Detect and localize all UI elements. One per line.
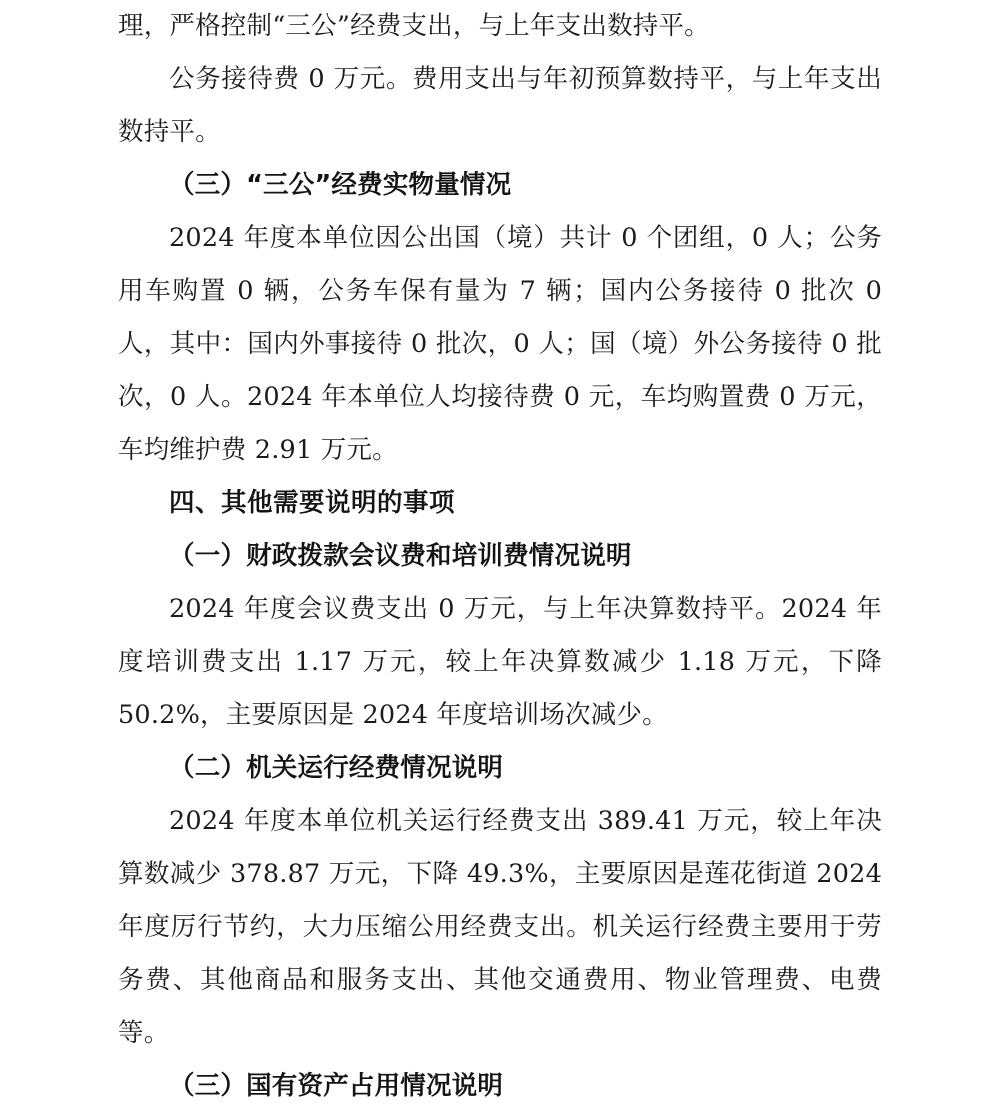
subheading-meeting-training-fee: （一）财政拨款会议费和培训费情况说明 [169, 541, 632, 571]
subheading-three-public-physical-quantity: （三）“三公”经费实物量情况 [169, 170, 512, 200]
heading-section-four: 四、其他需要说明的事项 [169, 488, 456, 518]
paragraph-physical-quantity-details: 2024 年度本单位因公出国（境）共计 0 个团组，0 人；公务用车购置 0 辆，公务车保有量为 7 辆；国内公务接待 0 批次 0 人，其中：国内外事接待 0 批次，0 人；国（境）外公务接待 0 批次，0 人。2024 年本单位人均接待费 0 元，车均购置费 0 万元，车均维护费 2.91 万元。 [118, 223, 882, 465]
subheading-agency-operating-expense: （二）机关运行经费情况说明 [169, 753, 504, 783]
paragraph-meeting-training-details: 2024 年度会议费支出 0 万元，与上年决算数持平。2024 年度培训费支出 1.17 万元，较上年决算数减少 1.18 万元，下降 50.2%，主要原因是 2024 年度培训场次减少。 [118, 594, 882, 730]
document-body [118, 0, 882, 1113]
paragraph-official-reception-fee: 公务接待费 0 万元。费用支出与年初预算数持平，与上年支出数持平。 [118, 64, 882, 147]
paragraph-operating-expense-details: 2024 年度本单位机关运行经费支出 389.41 万元，较上年决算数减少 378.87 万元，下降 49.3%，主要原因是莲花街道 2024 年度厉行节约，大力压缩公用经费支出。机关运行经费主要用于劳务费、其他商品和服务支出、其他交通费用、物业管理费、电费等。 [118, 806, 882, 1048]
paragraph-continued-expenses: 理，严格控制“三公”经费支出，与上年支出数持平。 [118, 11, 710, 41]
subheading-state-asset-occupation: （三）国有资产占用情况说明 [169, 1071, 504, 1101]
